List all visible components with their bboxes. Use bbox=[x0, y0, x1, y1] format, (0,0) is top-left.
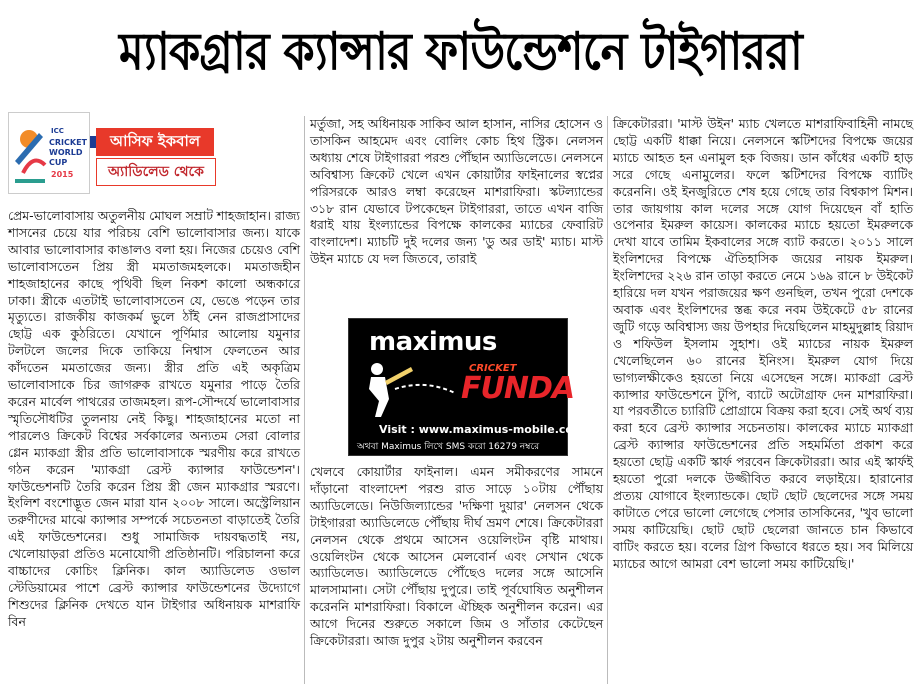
logo-line1: CRICKET bbox=[49, 138, 87, 147]
batsman-silhouette-icon bbox=[355, 359, 465, 423]
ad-url[interactable]: Visit : www.maximus-mobile.com bbox=[379, 423, 585, 436]
article-text: প্রেম-ভালোবাসায় অতুলনীয় মোঘল সম্রাট শাহজাহান। রাজ্য শাসনের চেয়ে যার পরিচয় বেশি ভালোবাসার জন্য। যাকে আবার ভালোবাসার কাঙালও বলা হয়। নিজের চেয়েও বেশি ভালোবাসতেন প্রিয় স্ত্রী মমতাজমহলকে। মমতাজহীন শাহজাহানের কাছে পৃথিবী ছিল নিকশ কালো অন্ধকারে ঢাকা। স্ত্রীকে এতটাই ভালোবাসতেন যে, ভেঙে পড়েন তার মৃত্যুতে। রাজকীয় কাজকর্ম ভুলে ঠাঁই নেন রাজপ্রাসাদের ছোট্ট এক কুঠরিতে। যেখানে পূর্ণিমার আলোয় যমুনার টলটলে জলের দিকে তাকিয়ে নিশ্বাস ফেলতেন আর কাঁদতেন মমতাজের জন্য। স্ত্রীর প্রতি এই অকৃত্রিম ভালোবাসাকে চির জাগরুক রাখতে যমুনার পাড়ে তৈরি করেন মার্বেল পাথরের তাজমহল। রূপ-সৌন্দর্যে ভালোবাসার স্মৃতিসৌধটির তুলনায় নেই কিছু। শাহজাহানের মতো না পারলেও ক্রিকেট বিশ্বের সর্বকালের অন্যতম সেরা বোলার গ্লেন ম্যাকগ্রা স্ত্রীর প্রতি ভালোবাসাকে স্মরণীয় করে রাখতে গঠন করেন 'ম্যাকগ্রা ব্রেস্ট ক্যান্সার ফাউন্ডেশন'। ফাউন্ডেশনটি তৈরি করেন প্রিয় স্ত্রী জেন ম্যাকগ্রার স্মরণে। ইংলিশ বংশোদ্ভূত জেন মারা যান ২০০৮ সালে। অস্ট্রেলিয়ান তরুণীদের মাঝে ক্যান্সার সম্পর্কে সচেতনতা বাড়াতেই তৈরি এই ফাউন্ডেশনের। শুধু সামাজিক দায়বদ্ধতাই নয়, খেলোয়াড়রা প্রতিও মনোযোগী প্রতিষ্ঠানটি। পরিচালনা করে বাচ্চাদের কোচিং ক্লিনিক। কাল অ্যাডিলেড ওভাল স্টেডিয়ামের পাশে ব্রেস্ট ক্যান্সার ফাউন্ডেশনের উদ্যোগে শিশুদের ক্লিনিক দেখতে যান টাইগার অধিনায়ক মাশরাফি বিন bbox=[8, 208, 300, 629]
article-column-2-top bbox=[310, 116, 603, 268]
maximus-cricket-funda-ad[interactable] bbox=[348, 318, 585, 456]
ad-sms-text: অথবা Maximus লিখে SMS করো 16279 নম্বরে bbox=[357, 442, 540, 452]
logo-line3: CUP bbox=[49, 158, 68, 167]
article-text: ক্রিকেটাররা। 'মাস্ট উইন' ম্যাচ খেলতে মাশরাফিবাহিনী নামছে ছোট্ট একটি ধাক্কা নিয়ে। নেলসনে স্কটিশদের বিপক্ষে জয়ের ম্যাচে আহত হন এনামুল হক বিজয়। ডান কাঁধের একটি হাড় সরে গেছে এনামুলের। ফলে স্কটিশদের বিপক্ষে ব্যাটিং করেননি। ওই ইনজুরিতে শেষ হয়ে গেছে তার বিশ্বকাপ মিশন। তার জায়গায় কাল দলের সঙ্গে যোগ দিয়েছেন বাঁ হাতি ওপেনার ইমরুল কায়েস। কালকের ম্যাচে হয়তো ইমরুলকে দেখা যাবে তামিম ইকবালের সঙ্গে ব্যাট করতে। ২০১১ সালে ইংলিশদের বিপক্ষে ঐতিহাসিক জয়ের নায়ক ইমরুল। ইংলিশদের ২২৬ রান তাড়া করতে নেমে ১৬৯ রানে ৮ উইকেট হারিয়ে দল যখন পরাজয়ের ক্ষণ গুনছিল, তখন পুরো দেশকে অবাক এবং ইংলিশদের স্তব্ধ করে নবম উইকেটে ৫৮ রানের জুটি গড়ে অবিশ্বাস্য জয় উপহার দিয়েছিলেন মাহমুদুল্লাহ রিয়াদ ও শফিউল ইসলাম সুহাশ। ওই ম্যাচের নায়ক ইমরুল খেলেছিলেন ৬০ রানের ইনিংস। ইমরুল যোগ দিয়ে ভাগ্যলক্ষীকেও হয়তো নিয়ে এসেছেন সঙ্গে। ম্যাকগ্রা ব্রেস্ট ক্যান্সার ফাউন্ডেশনে টুপি, ব্যাটে অটোগ্রাফ দেন মাশরাফিরা। যা পরবর্তীতে চ্যারিটি প্রোগ্রামে বিক্রয় করা হবে। সেই অর্থ ব্যয় করা হবে ব্রেস্ট ক্যান্সার সচেনতায়। কালকের ম্যাচে ম্যাকগ্রা ব্রেস্ট ক্যান্সার ফাউন্ডেশনের প্রতি সহমর্মিতা প্রকাশ করে হয়তো ছোট্ট একটি স্কার্ফ পরবেন ক্রিকেটাররা। আর এই স্কার্ফই হয়তো পুরো দলকে উজ্জীবিত করবে লড়াইয়ে। হারানোর প্রত্যয় যোগাবে ইংল্যান্ডকে। ছোট ছোট ছেলেদের সঙ্গে সময় কাটাতে পেরে ভালো লেগেছে পেসার তাসকিনের, 'খুব ভালো সময় কাটিয়েছি। ছোট ছোট ছেলেরা জানতে চান কিভাবে বাটিং করতে হয়। বলের গ্রিপ কিভাবে ধরতে হয়। সব মিলিয়ে ম্যাচের আগে আমরা বেশ ভালো সময় কাটিয়েছি।' bbox=[613, 116, 913, 571]
article-text: মর্তুজা, সহ অধিনায়ক সাকিব আল হাসান, নাসির হোসেন ও তাসকিন আহমেদ এবং বোলিং কোচ হিথ স্ট্রিক। নেলসন অধ্যায় শেষে টাইগাররা পরশু পৌঁছান অ্যাডিলেডে। নেলসনে অবিশ্বাস্য ক্রিকেট খেলে এখন কোয়ার্টার ফাইনালের স্বপ্নের পরিসরকে আরও লম্বা করেছেন মাশরাফিরা। স্কটল্যান্ডের ৩১৮ রান যেভাবে টপকেছেন টাইগাররা, তাতে এখন বাজি ধরাই যায় ইংল্যান্ডের বিপক্ষে কালকের ম্যাচের ফেবারিট বাংলাদেশ। ম্যাচটি দুই দলের জন্য 'ডু অর ডাই' ম্যাচ। মাস্ট উইন ম্যাচে যে দল জিতবে, তারাই bbox=[310, 116, 603, 267]
column-divider bbox=[607, 116, 608, 684]
article-column-3 bbox=[613, 116, 913, 572]
byline: আসিফ ইকবাল bbox=[96, 128, 214, 158]
article-column-1 bbox=[8, 208, 300, 631]
world-cup-logo bbox=[8, 112, 90, 194]
headline: ম্যাকগ্রার ক্যান্সার ফাউন্ডেশনে টাইগাররা bbox=[119, 21, 802, 82]
article-column-2-bottom bbox=[310, 464, 603, 650]
logo-year: 2015 bbox=[51, 170, 74, 179]
article-text: খেলবে কোয়ার্টার ফাইনাল। এমন সমীকরণের সামনে দাঁড়ানো বাংলাদেশ পরশু রাত সাড়ে ১০টায় পৌঁছায় অ্যাডিলেডে। নিউজিল্যান্ডের 'দক্ষিণা দুয়ার' নেলসন থেকে টাইগাররা অ্যাডিলেডে পৌঁছায় দীর্ঘ ভ্রমণ শেষে। ক্রিকেটাররা নেলসন থেকে প্রথমে আসেন ওয়েলিংটন বৃষ্টি মাথায়। ওয়েলিংটন থেকে আসেন মেলবোর্ন এবং সেখান থেকে অ্যাডিলেড। অ্যাডিলেডে পৌঁছেও দলের সঙ্গে আসেনি মালসামানা। সেটা পৌঁছায় দুপুরে। তাই পূর্বঘোষিত অনুশীলন করেননি মাশরাফিরা। বিকালে ঐচ্ছিক অনুশীলন করেন। এর আগে দিনের শুরুতে সকালে জিম ও সাঁতার কেটেছেন ক্রিকেটাররা। আজ দুপুর ২টায় অনুশীলন করবেন bbox=[310, 464, 603, 649]
logo-brand: ICC bbox=[51, 127, 64, 135]
column-divider bbox=[304, 116, 305, 684]
dateline: অ্যাডিলেড থেকে bbox=[96, 158, 216, 186]
cricket-world-cup-logo-icon bbox=[9, 113, 89, 193]
ad-brand: maximus bbox=[369, 327, 497, 357]
ad-product-top: CRICKET bbox=[469, 363, 517, 374]
ad-product: FUNDA bbox=[461, 371, 575, 406]
logo-line2: WORLD bbox=[49, 148, 83, 157]
